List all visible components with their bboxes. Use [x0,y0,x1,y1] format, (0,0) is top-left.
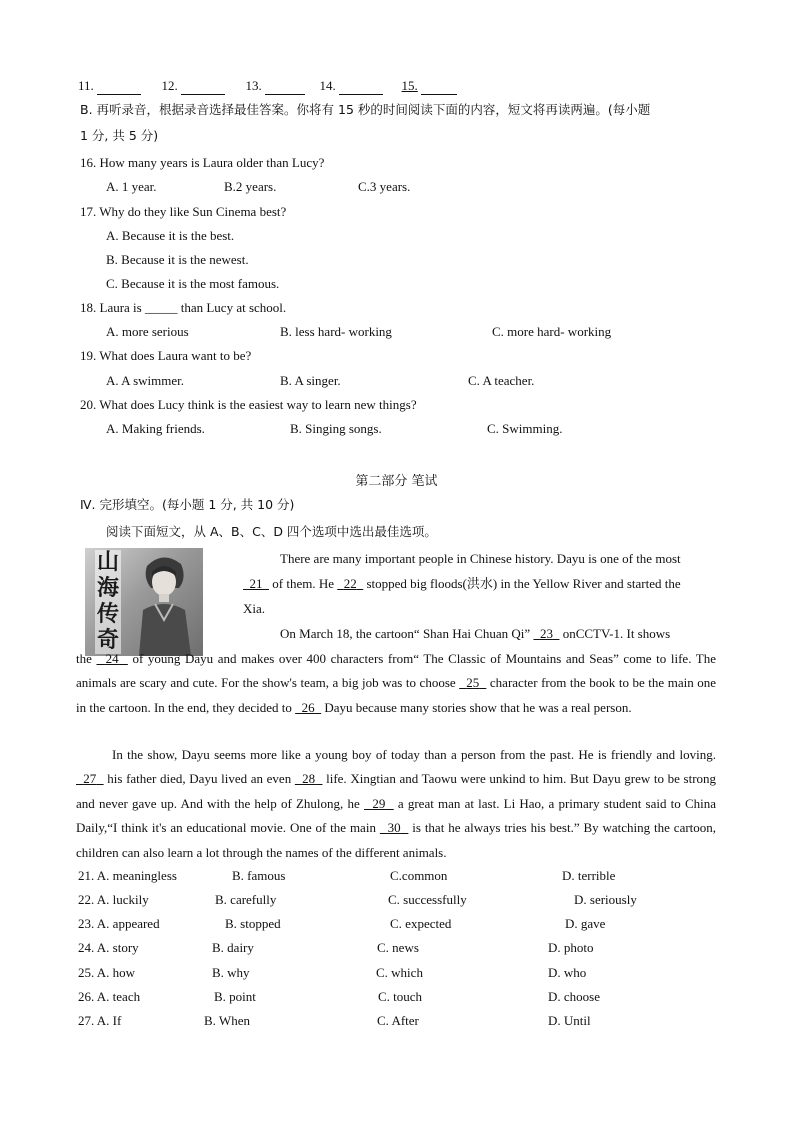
blank-13[interactable] [265,78,305,95]
passage-text: There are many important people in Chinese history. Dayu is one of the most [280,551,681,566]
blank-11[interactable] [97,78,141,95]
passage-text: a great man at last. Li Hao, a primary student said to China Daily,“I think it's an educational movie. One of the main [76,795,716,836]
question-16-option-a[interactable]: A. 1 year. [106,179,157,194]
cloze-21-option-b[interactable]: B. famous [232,868,286,883]
cloze-blank-21[interactable] [243,576,269,591]
cloze-25-option-d[interactable]: D. who [548,965,587,980]
passage-text: In the show, Dayu seems more like a young boy of today than a person from the past. He is friendly and loving. [112,747,716,762]
cloze-blank-number: 27 [83,771,97,787]
passage-p1-line3: Xia. [243,601,266,616]
passage-text: of young Dayu and makes over 400 characters from“ The Classic of Mountains and Seas” come to life. The animals are scary and cute. For the show's team, a big job was to choose [76,651,717,691]
cloze-blank-number: 30 [387,820,401,836]
question-16-stem: 16. How many years is Laura older than Lucy? [80,155,325,170]
cloze-blank-number: 22 [343,576,357,591]
blank-13-label: 13. [245,78,262,93]
passage-text: character from the book to be the main one in the cartoon. In the end, they decided to [76,675,717,715]
passage-text: On March 18, the cartoon“ Shan Hai Chuan Qi” [280,626,531,641]
passage-text: Dayu because many stories show that he was a real person. [324,699,632,715]
cloze-26-option-c[interactable]: C. touch [378,989,423,1004]
cloze-24-option-d[interactable]: D. photo [548,940,594,955]
question-20-option-a[interactable]: A. Making friends. [106,421,205,436]
cloze-22-option-d[interactable]: D. seriously [574,892,637,907]
cloze-blank-number: 23 [539,626,553,641]
question-19-option-c[interactable]: C. A teacher. [468,373,535,388]
passage-text: of them. He [272,576,334,591]
cloze-22-option-b[interactable]: B. carefully [215,892,277,907]
question-18-option-a[interactable]: A. more serious [106,324,189,339]
cloze-25-option-b[interactable]: B. why [212,965,250,980]
passage-p2-line1 [280,626,670,642]
cloze-27-option-c[interactable]: C. After [377,1013,419,1028]
question-18-option-b[interactable]: B. less hard- working [280,324,392,339]
passage-text: onCCTV-1. It shows [562,626,671,641]
passage-p2-body [76,647,716,720]
cloze-27-option-d[interactable]: D. Until [548,1013,591,1028]
cloze-26-option-a[interactable]: 26. A. teach [78,989,141,1004]
question-17-stem: 17. Why do they like Sun Cinema best? [80,204,287,219]
cloze-24-option-a[interactable]: 24. A. story [78,940,139,955]
cloze-22-option-c[interactable]: C. successfully [388,892,467,907]
cloze-blank-30[interactable] [380,820,409,835]
dayu-figure-icon [125,548,203,656]
image-caption-char: 山 [96,550,119,575]
question-16-option-b[interactable]: B.2 years. [224,179,277,194]
cartoon-image [85,548,203,656]
section-4-instruction: 阅读下面短文，从 A、B、C、D 四个选项中选出最佳选项。 [106,524,437,539]
question-17-option-c[interactable]: C. Because it is the most famous. [106,276,280,291]
cloze-21-option-c[interactable]: C.common [390,868,448,883]
passage-p1-line1 [280,551,717,567]
section-4-heading: Ⅳ. 完形填空。(每小题 1 分, 共 10 分) [80,497,295,512]
cloze-blank-28[interactable] [295,771,323,786]
blank-15[interactable] [421,78,457,95]
section-b-instruction-line1: B. 再听录音，根据录音选择最佳答案。你将有 15 秒的时间阅读下面的内容，短文将再读两遍。(每小题 [80,102,651,117]
blank-15-label: 15. [401,78,418,93]
cloze-blank-26[interactable] [295,700,321,715]
passage-text: the [76,651,92,666]
image-caption [91,550,125,654]
cloze-blank-number: 24 [105,651,119,666]
passage-text: his father died, Dayu lived an even [107,771,292,787]
cloze-25-option-a[interactable]: 25. A. how [78,965,136,980]
question-20-option-c[interactable]: C. Swimming. [487,421,563,436]
cloze-blank-number: 28 [302,771,316,787]
cloze-21-option-d[interactable]: D. terrible [562,868,616,883]
cloze-27-option-b[interactable]: B. When [204,1013,250,1028]
cloze-blank-22[interactable] [337,576,363,591]
cloze-blank-24[interactable] [96,651,127,666]
cloze-22-option-a[interactable]: 22. A. luckily [78,892,149,907]
cloze-23-option-d[interactable]: D. gave [565,916,606,931]
question-19-option-b[interactable]: B. A singer. [280,373,341,388]
answer-blanks-row [78,78,457,95]
cloze-blank-number: 26 [301,699,315,715]
cloze-26-option-b[interactable]: B. point [214,989,256,1004]
cloze-26-option-d[interactable]: D. choose [548,989,600,1004]
cloze-blank-number: 29 [372,795,386,811]
section-b-instruction-line2: 1 分, 共 5 分) [80,128,159,143]
cloze-23-option-c[interactable]: C. expected [390,916,452,931]
cloze-23-option-a[interactable]: 23. A. appeared [78,916,160,931]
cloze-blank-number: 21 [249,576,263,591]
cloze-21-option-a[interactable]: 21. A. meaningless [78,868,177,883]
question-20-option-b[interactable]: B. Singing songs. [290,421,382,436]
blank-11-label: 11. [78,78,94,93]
question-19-stem: 19. What does Laura want to be? [80,348,252,363]
question-18-stem: 18. Laura is _____ than Lucy at school. [80,300,287,315]
image-caption-char: 传 [96,602,119,627]
cloze-blank-29[interactable] [364,796,394,811]
passage-p1-line2 [243,576,681,592]
question-17-option-b[interactable]: B. Because it is the newest. [106,252,249,267]
image-caption-char: 奇 [96,628,119,653]
cloze-23-option-b[interactable]: B. stopped [225,916,281,931]
cloze-25-option-c[interactable]: C. which [376,965,423,980]
passage-text: stopped big floods(洪水) in the Yellow River and started the [366,576,681,591]
passage-p3-body [76,743,716,865]
blank-12[interactable] [181,78,225,95]
cloze-24-option-c[interactable]: C. news [377,940,419,955]
cloze-27-option-a[interactable]: 27. A. If [78,1013,122,1028]
cloze-24-option-b[interactable]: B. dairy [212,940,254,955]
question-16-option-c[interactable]: C.3 years. [358,179,411,194]
question-19-option-a[interactable]: A. A swimmer. [106,373,185,388]
passage-text: is that he always tries his best.” By watching the cartoon, children can also learn a lot through the names of the different animals. [76,820,717,860]
question-17-option-a[interactable]: A. Because it is the best. [106,228,235,243]
cloze-blank-number: 25 [466,675,480,691]
part2-title: 第二部分 笔试 [355,474,438,489]
blank-14[interactable] [339,78,383,95]
blank-14-label: 14. [319,78,336,93]
cloze-blank-27[interactable] [76,771,104,786]
blank-12-label: 12. [161,78,178,93]
cloze-blank-25[interactable] [459,675,486,690]
question-18-option-c[interactable]: C. more hard- working [492,324,612,339]
question-20-stem: 20. What does Lucy think is the easiest way to learn new things? [80,397,417,412]
passage-text: life. Xingtian and Taowu were unkind to him. But Dayu grew to be strong and never gave up. And with the help of Zhulong, he [76,771,717,811]
cloze-blank-23[interactable] [533,626,559,641]
image-caption-char: 海 [96,576,119,601]
